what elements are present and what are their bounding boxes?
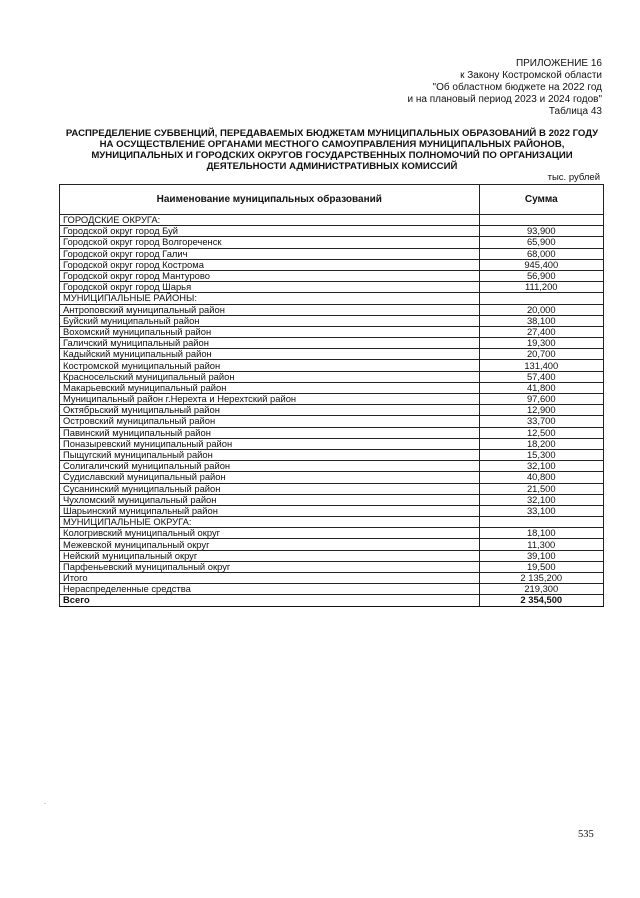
amount-value: 39,100 (479, 550, 603, 561)
amount-value: 32,100 (479, 461, 603, 472)
amount-value: 20,000 (479, 304, 603, 315)
amount-value: 93,900 (479, 226, 603, 237)
amount-value: 20,700 (479, 349, 603, 360)
table-row (60, 326, 604, 337)
table-row (60, 561, 604, 572)
table-row (60, 416, 604, 427)
amount-value: 111,200 (479, 282, 603, 293)
table-row (60, 293, 604, 304)
table-row (60, 394, 604, 405)
amount-value: 40,800 (479, 472, 603, 483)
table-row (60, 595, 604, 606)
municipality-name: Чухломский муниципальный район (60, 494, 480, 505)
table-row (60, 315, 604, 326)
municipality-name: МУНИЦИПАЛЬНЫЕ ОКРУГА: (60, 517, 480, 528)
municipality-name: ГОРОДСКИЕ ОКРУГА: (60, 215, 480, 226)
table-row (60, 573, 604, 584)
amount-value: 2 135,200 (479, 573, 603, 584)
table-row (60, 338, 604, 349)
municipality-name: Кологривский муниципальный округ (60, 528, 480, 539)
column-header-sum: Сумма (479, 185, 603, 215)
amount-value: 32,100 (479, 494, 603, 505)
table-row (60, 282, 604, 293)
amount-value: 57,400 (479, 371, 603, 382)
column-header-name: Наименование муниципальных образований (60, 185, 480, 215)
amount-value: 12,900 (479, 405, 603, 416)
table-row (60, 248, 604, 259)
amount-value: 21,500 (479, 483, 603, 494)
title-line: ДЕЯТЕЛЬНОСТИ АДМИНИСТРАТИВНЫХ КОМИССИЙ (206, 161, 458, 172)
table-header-row (60, 185, 604, 215)
amount-value: 38,100 (479, 315, 603, 326)
table-row (60, 270, 604, 281)
table-row (60, 237, 604, 248)
municipality-name: Городской округ город Волгореченск (60, 237, 480, 248)
table-row (60, 517, 604, 528)
municipality-name: Красносельский муниципальный район (60, 371, 480, 382)
municipality-name: Октябрьский муниципальный район (60, 405, 480, 416)
table-row (60, 494, 604, 505)
table-row (60, 382, 604, 393)
amount-value: 27,400 (479, 326, 603, 337)
amount-value: 65,900 (479, 237, 603, 248)
municipality-name: Парфеньевский муниципальный округ (60, 561, 480, 572)
table-row (60, 528, 604, 539)
title-line: МУНИЦИПАЛЬНЫХ И ГОРОДСКИХ ОКРУГОВ ГОСУДАРСТВЕННЫХ ПОЛНОМОЧИЙ ПО ОРГАНИЗАЦИИ (91, 150, 573, 161)
municipality-name: Нераспределенные средства (60, 584, 480, 595)
table-row (60, 505, 604, 516)
table-row (60, 226, 604, 237)
amount-value: 11,300 (479, 539, 603, 550)
amount-value: 18,100 (479, 528, 603, 539)
amount-value: 68,000 (479, 248, 603, 259)
table-row (60, 584, 604, 595)
municipality-name: Галичский муниципальный район (60, 338, 480, 349)
municipality-name: Межевской муниципальный округ (60, 539, 480, 550)
municipality-name: Сусанинский муниципальный район (60, 483, 480, 494)
amount-value: 56,900 (479, 270, 603, 281)
amount-value: 2 354,500 (479, 595, 603, 606)
municipality-name: Нейский муниципальный округ (60, 550, 480, 561)
amount-value: 41,800 (479, 382, 603, 393)
municipality-name: МУНИЦИПАЛЬНЫЕ РАЙОНЫ: (60, 293, 480, 304)
table-body (60, 215, 604, 607)
municipality-name: Судиславский муниципальный район (60, 472, 480, 483)
table-row (60, 539, 604, 550)
table-row (60, 360, 604, 371)
amount-value: 15,300 (479, 449, 603, 460)
table-row (60, 259, 604, 270)
municipality-name: Антроповский муниципальный район (60, 304, 480, 315)
amount-value: 18,200 (479, 438, 603, 449)
title-line: РАСПРЕДЕЛЕНИЕ СУБВЕНЦИЙ, ПЕРЕДАВАЕМЫХ БЮДЖЕТАМ МУНИЦИПАЛЬНЫХ ОБРАЗОВАНИЙ В 2022 ГОДУ (65, 128, 599, 139)
document-title (58, 128, 606, 172)
municipality-name: Кадыйский муниципальный район (60, 349, 480, 360)
municipality-name: Буйский муниципальный район (60, 315, 480, 326)
table-row (60, 449, 604, 460)
table-row (60, 483, 604, 494)
appendix-number: ПРИЛОЖЕНИЕ 16 (515, 58, 602, 69)
amount-value (479, 293, 603, 304)
amount-value: 945,400 (479, 259, 603, 270)
municipality-name: Итого (60, 573, 480, 584)
municipality-name: Поназыревский муниципальный район (60, 438, 480, 449)
municipality-name: Городской округ город Кострома (60, 259, 480, 270)
municipality-name: Вохомский муниципальный район (60, 326, 480, 337)
municipality-name: Пыщугский муниципальный район (60, 449, 480, 460)
appendix-law-title: "Об областном бюджете на 2022 год (432, 82, 602, 93)
municipality-name: Городской округ город Буй (60, 226, 480, 237)
amount-value: 97,600 (479, 394, 603, 405)
municipality-name: Муниципальный район г.Нерехта и Нерехтский район (60, 394, 480, 405)
amount-value: 12,500 (479, 427, 603, 438)
municipality-name: Павинский муниципальный район (60, 427, 480, 438)
subventions-table (59, 184, 604, 607)
municipality-name: Городской округ город Галич (60, 248, 480, 259)
table-row (60, 371, 604, 382)
table-row (60, 550, 604, 561)
table-row (60, 349, 604, 360)
amount-value: 131,400 (479, 360, 603, 371)
title-line: НА ОСУЩЕСТВЛЕНИЕ ОРГАНАМИ МЕСТНОГО САМОУПРАВЛЕНИЯ МУНИЦИПАЛЬНЫХ РАЙОНОВ, (99, 139, 565, 150)
amount-value (479, 517, 603, 528)
table-row (60, 472, 604, 483)
table-row (60, 438, 604, 449)
table-row (60, 405, 604, 416)
amount-value: 19,500 (479, 561, 603, 572)
appendix-header (272, 58, 602, 118)
municipality-name: Макарьевский муниципальный район (60, 382, 480, 393)
municipality-name: Городской округ город Шарья (60, 282, 480, 293)
municipality-name: Солигаличский муниципальный район (60, 461, 480, 472)
table-row (60, 215, 604, 226)
amount-value: 33,700 (479, 416, 603, 427)
municipality-name: Городской округ город Мантурово (60, 270, 480, 281)
table-row (60, 427, 604, 438)
scan-dot: · (44, 801, 46, 807)
units-label: тыс. рублей (547, 172, 600, 183)
table-number: Таблица 43 (548, 106, 602, 117)
table-row (60, 304, 604, 315)
amount-value: 219,300 (479, 584, 603, 595)
appendix-period: и на плановый период 2023 и 2024 годов" (407, 94, 602, 105)
amount-value (479, 215, 603, 226)
municipality-name: Островский муниципальный район (60, 416, 480, 427)
municipality-name: Всего (60, 595, 480, 606)
amount-value: 33,100 (479, 505, 603, 516)
appendix-law: к Закону Костромской области (460, 70, 602, 81)
table-row (60, 461, 604, 472)
municipality-name: Шарьинский муниципальный район (60, 505, 480, 516)
amount-value: 19,300 (479, 338, 603, 349)
page-number: 535 (578, 829, 594, 840)
municipality-name: Костромской муниципальный район (60, 360, 480, 371)
